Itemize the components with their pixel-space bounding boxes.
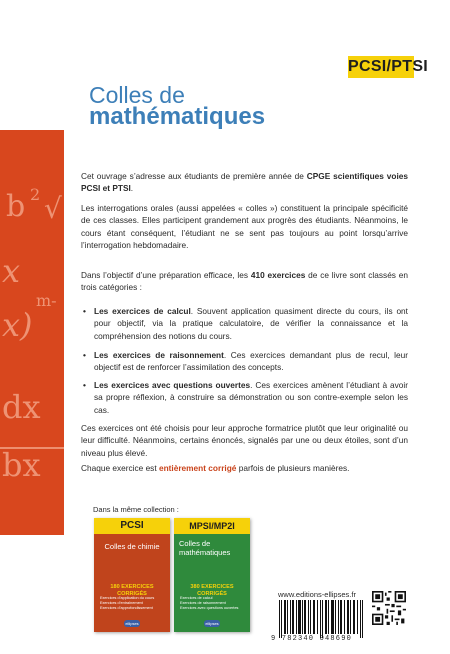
bullet-marker: • (83, 350, 86, 360)
book-feature: Exercices de raisonnement (180, 601, 226, 605)
doodle-m: m- (36, 291, 57, 310)
paragraph-categories: Dans l’objectif d’une préparation efficace, les 410 exercices de ce livre sont classés en trois catégories : (81, 270, 408, 293)
bullet-raisonnement: • Les exercices de raisonnement. Ces exercices demandant plus de recul, leur objectif est de renforcer l’assimilation des concepts. (83, 350, 409, 373)
series-badge: PCSI/PTSI (348, 56, 414, 78)
isbn-barcode (277, 600, 367, 640)
bullet-marker: • (83, 306, 86, 316)
book-series-label: MPSI/MP2I (174, 518, 250, 534)
book-feature: Exercices d’application du cours (100, 596, 155, 600)
collection-label: Dans la même collection : (93, 505, 179, 514)
book-feature-list (180, 596, 244, 611)
book-title-line1: Colles de (89, 82, 185, 108)
book-title: Colles de mathématiques (179, 539, 231, 557)
doodle-x: x (2, 252, 21, 290)
publisher-logo: ellipses (205, 621, 219, 626)
bullet-marker: • (83, 380, 86, 390)
paragraph-corrected: Chaque exercice est entièrement corrigé parfois de plusieurs manières. (81, 463, 350, 473)
paragraph-colles: Les interrogations orales (aussi appelées « colles ») constituent la principale spécificité de ces classes. Elles participent grandement aux progrès des étudiants. Néanmoins, le cours étant conséquent, l’étudiant ne se sent pas toujours au point lorsqu’arrive l’interrogation hebdomadaire. (81, 203, 408, 250)
bullet-calcul: • Les exercices de calcul. Souvent application quasiment directe du cours, ils ont pour objectif, via la pratique calculatoire, de vérifier la connaissance et la compréhension des notions du cours. (83, 306, 408, 341)
book-cover-chimie[interactable] (94, 518, 170, 632)
bullet-questions-ouvertes: • Les exercices avec questions ouvertes. Ces exercices amènent l’étudiant à avoir sa propre réflexion, à construire sa démonstration ou son contre-exemple selon les cas. (83, 380, 409, 415)
doodle-bx: bx (2, 446, 41, 484)
book-feature: Exercices avec questions ouvertes (180, 606, 239, 610)
publisher-logo: ellipses (125, 621, 139, 626)
book-banner: 180 EXERCICES CORRIGÉS (110, 584, 154, 597)
book-title: Colles de chimie (104, 542, 160, 551)
book-feature: Exercices de calcul (180, 596, 213, 600)
publisher-url[interactable]: www.editions-ellipses.fr (278, 590, 356, 599)
doodle-dx: dx (2, 388, 41, 426)
doodle-root: √ (44, 192, 62, 225)
isbn-number: 9 782340 048690 (271, 635, 353, 643)
doodle-xparen: x) (2, 306, 33, 344)
qr-code[interactable] (372, 591, 406, 625)
book-feature: Exercices d’approfondissement (100, 606, 153, 610)
book-series-label: PCSI (94, 518, 170, 534)
book-feature: Exercices d’entraînement (100, 601, 143, 605)
doodle-2: 2 (30, 185, 41, 204)
paragraph-choice: Ces exercices ont été choisis pour leur approche formatrice plutôt que leur originalité ou leur difficulté. Néanmoins, certains énoncés, signalés par une ou deux étoiles, sont d’un niveau plus élevé. (81, 423, 408, 458)
doodle-b: b (6, 189, 26, 224)
book-banner: 380 EXERCICES CORRIGÉS (190, 584, 234, 597)
book-feature-list (100, 596, 164, 611)
math-doodle-band (0, 130, 64, 535)
paragraph-intro: Cet ouvrage s’adresse aux étudiants de première année de CPGE scientifiques voies PCSI et PTSI. (81, 171, 408, 194)
book-cover-mathematiques[interactable] (174, 518, 250, 632)
book-title-line2: mathématiques (89, 103, 266, 130)
